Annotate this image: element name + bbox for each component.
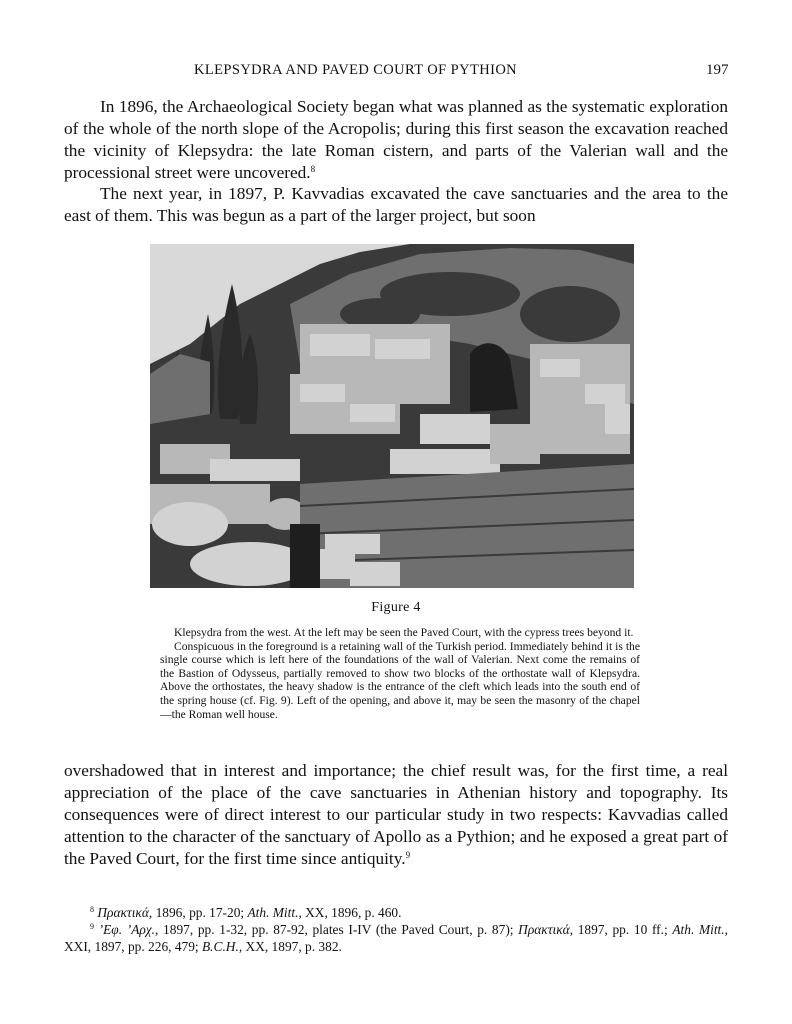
footnote-9-title-1: ’Εφ. ’Αρχ. [98,922,156,937]
paragraph-2-text: The next year, in 1897, P. Kavvadias excavated the cave sanctuaries and the area to the east of them. This was begun as a part of the larger project, but soon [64,184,728,225]
running-head [0,62,792,84]
footnote-9-text-4: , XX, 1897, p. 382. [238,939,342,954]
paragraph-2 [64,183,728,227]
paragraph-1 [64,96,728,184]
footnote-8-text-2: , XX, 1896, p. 460. [298,905,402,920]
footnote-9-title-4: B.C.H. [202,939,239,954]
klepsydra-photo [150,244,634,588]
footnote-8-text-1: , 1896, pp. 17-20; [148,905,248,920]
figure-label: Figure 4 [371,600,421,615]
figure-caption [160,626,640,721]
footnote-9-mark: 9 [90,922,94,931]
footnote-8-mark: 8 [90,905,94,914]
footnote-8-title-1: Πρακτικά [97,905,149,920]
footnote-9-text-2: , 1897, pp. 10 ff.; [569,922,673,937]
footnote-9 [64,921,728,955]
paragraph-3-text: overshadowed that in interest and importance; the chief result was, for the first time, a real appreciation of the place of the cave sanctuaries in Athenian history and topography. Its consequences were of direct interest to our particular study in two respects: Kavvadias called attention to the character of the sanctuary of Apollo as a Pythion; and he exposed a great part of the Paved Court, for the first time since antiquity. [64,761,728,868]
footnote-8 [64,904,728,921]
footnotes [64,904,728,955]
paragraph-3 [64,760,728,870]
footnote-9-title-2: Πρακτικά [518,922,570,937]
caption-paragraph-2: Conspicuous in the foreground is a retaining wall of the Turkish period. Immediately behind it is the single course which is left here of the foundations of the wall of Valerian. Next come the remains of the Bastion of Odysseus, partially removed to show two blocks of the orthostate wall of Klepsydra. Above the orthostates, the heavy shadow is the entrance of the cleft which leads into the south end of the spring house (cf. Fig. 9). Left of the opening, and above it, may be seen the masonry of the chapel—the Roman well house. [160,639,640,721]
footnote-9-text-3: , XXI, 1897, pp. 226, 479; [64,922,728,954]
footnote-ref-9[interactable]: 9 [405,850,411,860]
page-number: 197 [706,62,729,78]
figure-4-photograph [150,244,634,588]
paragraph-1-text: In 1896, the Archaeological Society began what was planned as the systematic exploration of the whole of the north slope of the Acropolis; during this first season the excavation reached the vicinity of Klepsydra: the late Roman cistern, and parts of the Valerian wall and the processional street were uncovered. [64,97,728,182]
footnote-9-title-3: Ath. Mitt. [672,922,725,937]
footnote-9-text-1: , 1897, pp. 1-32, pp. 87-92, plates I-IV (the Paved Court, p. 87); [155,922,519,937]
footnote-8-title-2: Ath. Mitt. [247,905,299,920]
caption-paragraph-1: Klepsydra from the west. At the left may be seen the Paved Court, with the cypress trees beyond it. [174,626,634,639]
running-title: KLEPSYDRA AND PAVED COURT OF PYTHION [194,62,518,78]
footnote-ref-8[interactable]: 8 [310,164,316,174]
